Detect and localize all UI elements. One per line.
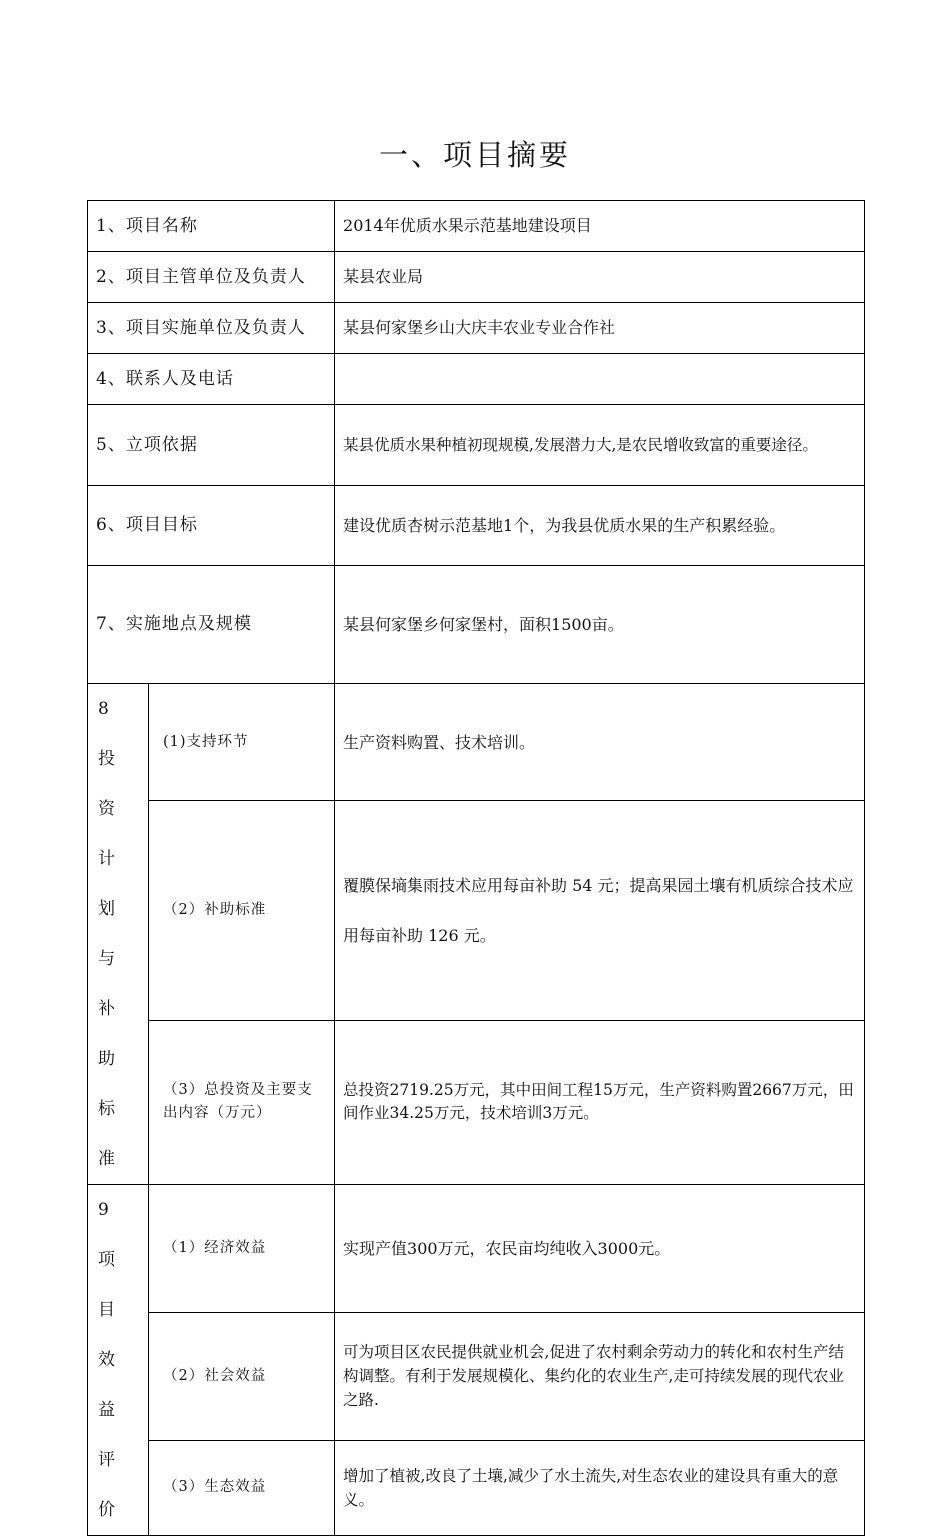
sub-label: (1)支持环节: [149, 684, 335, 801]
page-title: 一、项目摘要: [378, 138, 571, 172]
sub-value: 增加了植被,改良了土壤,减少了水土流失,对生态农业的建设具有重大的意义。: [335, 1440, 865, 1535]
row-value: 某县农业局: [335, 252, 865, 303]
row-label: 7、实施地点及规模: [88, 566, 335, 684]
table-row: [88, 354, 865, 405]
sub-value: 实现产值300万元，农民亩均纯收入3000元。: [335, 1185, 865, 1313]
group-label-line: 8 投: [98, 699, 123, 769]
row-label: 4、联系人及电话: [88, 354, 335, 405]
row-value: 某县何家堡乡山大庆丰农业专业合作社: [335, 303, 865, 354]
table-row: [88, 801, 865, 1020]
investment-group-label: [88, 684, 149, 1185]
table-row: [88, 1020, 865, 1184]
table-row: [88, 303, 865, 354]
table-row: [88, 566, 865, 684]
row-value: [335, 354, 865, 405]
group-label-line: 益评: [98, 1400, 123, 1470]
sub-value: 总投资2719.25万元，其中田间工程15万元，生产资料购置2667万元，田间作业34.25万元，技术培训3万元。: [335, 1020, 865, 1184]
table-row: [88, 1440, 865, 1535]
project-summary-table: [87, 200, 865, 1536]
group-label-line: 9 项: [98, 1200, 123, 1270]
group-label-line: 标准: [98, 1099, 123, 1169]
benefits-group-label: [88, 1185, 149, 1536]
group-label-line: 划与: [98, 899, 123, 969]
row-label: 1、项目名称: [88, 201, 335, 252]
row-value: 某县优质水果种植初现规模,发展潜力大,是农民增收致富的重要途径。: [335, 405, 865, 486]
row-value: 2014年优质水果示范基地建设项目: [335, 201, 865, 252]
table-row: [88, 201, 865, 252]
table-row: [88, 1185, 865, 1313]
sub-label: （3）生态效益: [149, 1440, 335, 1535]
table-row: [88, 486, 865, 566]
table-row: [88, 405, 865, 486]
sub-label: （3）总投资及主要支出内容（万元）: [149, 1020, 335, 1184]
sub-value: 生产资料购置、技术培训。: [335, 684, 865, 801]
row-label: 5、立项依据: [88, 405, 335, 486]
group-label-line: 资计: [98, 799, 123, 869]
sub-label: （1）经济效益: [149, 1185, 335, 1313]
sub-label: （2）补助标准: [149, 801, 335, 1020]
row-label: 3、项目实施单位及负责人: [88, 303, 335, 354]
table-row: [88, 1312, 865, 1440]
row-value: 建设优质杏树示范基地1个，为我县优质水果的生产积累经验。: [335, 486, 865, 566]
row-value: 某县何家堡乡何家堡村，面积1500亩。: [335, 566, 865, 684]
row-label: 2、项目主管单位及负责人: [88, 252, 335, 303]
group-label-line: 目效: [98, 1300, 123, 1370]
table-row: [88, 684, 865, 801]
sub-value: 可为项目区农民提供就业机会,促进了农村剩余劳动力的转化和农村生产结构调整。有利于发展规模化、集约化的农业生产,走可持续发展的现代农业之路.: [335, 1312, 865, 1440]
sub-label: （2）社会效益: [149, 1312, 335, 1440]
row-label: 6、项目目标: [88, 486, 335, 566]
group-label-line: 补助: [98, 999, 123, 1069]
table-row: [88, 252, 865, 303]
sub-value: 覆膜保墒集雨技术应用每亩补助 54 元；提高果园土壤有机质综合技术应用每亩补助 126 元。: [335, 801, 865, 1020]
group-label-line: 价: [98, 1500, 123, 1520]
